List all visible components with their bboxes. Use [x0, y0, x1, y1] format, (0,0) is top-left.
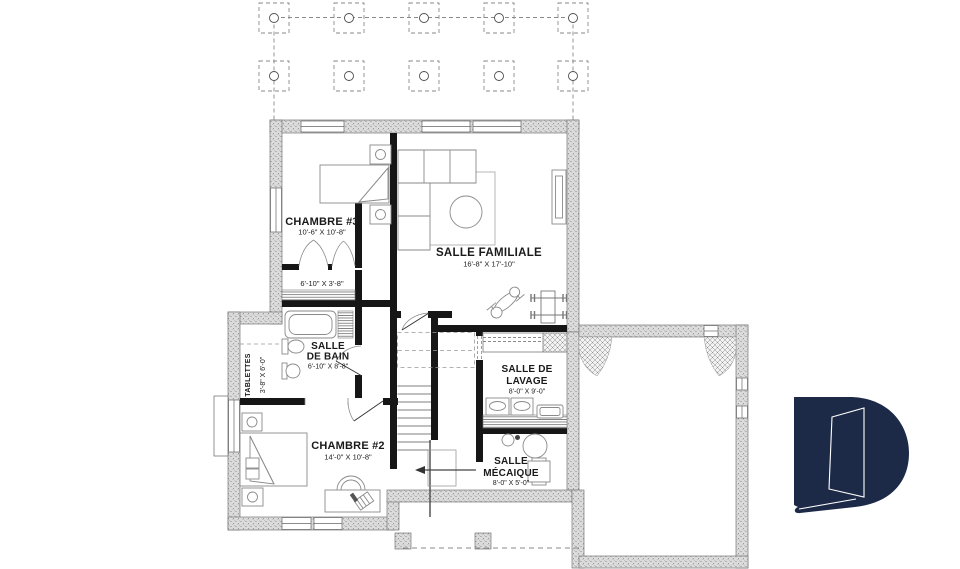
round-table: [450, 196, 482, 228]
lamp-icon: [248, 492, 258, 502]
porch-pier: [395, 533, 411, 549]
tv-console: [552, 170, 566, 224]
dims-salle-de-lavage: 8'-0" X 9'-0": [508, 388, 546, 396]
window-well: [214, 396, 228, 456]
stair-direction-arrow-icon: [415, 466, 476, 474]
lamp-icon: [247, 417, 257, 427]
dims-salle-mecanique: 8'-0" X 5'-0": [492, 480, 530, 487]
pump: [502, 434, 514, 446]
lamp-icon: [376, 210, 386, 220]
toilet-tank: [282, 339, 288, 354]
label-salle-familiale: SALLE FAMILIALE: [435, 247, 543, 259]
label-salle-de-bain-1: SALLE: [311, 341, 345, 352]
water-heater: [523, 434, 547, 458]
label-chambre3: CHAMBRE #3: [285, 216, 359, 228]
label-salle-de-lavage-2: LAVAGE: [506, 376, 548, 387]
lamp-icon: [376, 150, 386, 160]
dims-salle-de-bain: 6'-10" X 8'-8": [307, 363, 349, 371]
label-tablettes: TABLETTES: [245, 353, 252, 397]
drummond-d-logo: [794, 397, 909, 513]
closet-shelf: [282, 290, 355, 300]
label-salle-de-lavage-1: SALLE DE: [501, 364, 553, 375]
porch-pier: [475, 533, 491, 549]
family-room-furniture: [398, 150, 567, 323]
label-salle-de-bain-2: DE BAIN: [306, 351, 350, 363]
pier-footing-icon: [270, 14, 578, 81]
label-salle-mecanique-1: SALLE: [494, 456, 528, 467]
laundry-sink: [543, 333, 567, 352]
dims-chambre3: 10'-6" X 10'-8": [298, 227, 346, 237]
dims-salle-familiale: 16'-8" X 17'-10": [463, 259, 515, 269]
label-salle-mecanique-2: MÉCAIQUE: [483, 468, 539, 479]
weight-bench-icon: [531, 291, 567, 323]
label-chambre2: CHAMBRE #2: [311, 440, 385, 452]
garage-corner-hatch: [579, 337, 736, 376]
stair-treads: [398, 386, 432, 450]
sink: [286, 364, 300, 378]
toilet-bowl: [288, 340, 304, 353]
dims-tablettes: 3'-8" X 6'-0": [260, 356, 267, 394]
dims-chambre3-closet: 6'-10" X 3'-8": [300, 279, 344, 288]
bath-shelf: [338, 311, 353, 338]
deck-pier-grid: [259, 3, 588, 120]
dims-chambre2: 14'-0" X 10'-8": [324, 452, 372, 462]
exercise-bike-icon: [486, 284, 525, 320]
chambre2-furniture: [240, 413, 380, 512]
cased-opening-dashed: [478, 336, 482, 360]
